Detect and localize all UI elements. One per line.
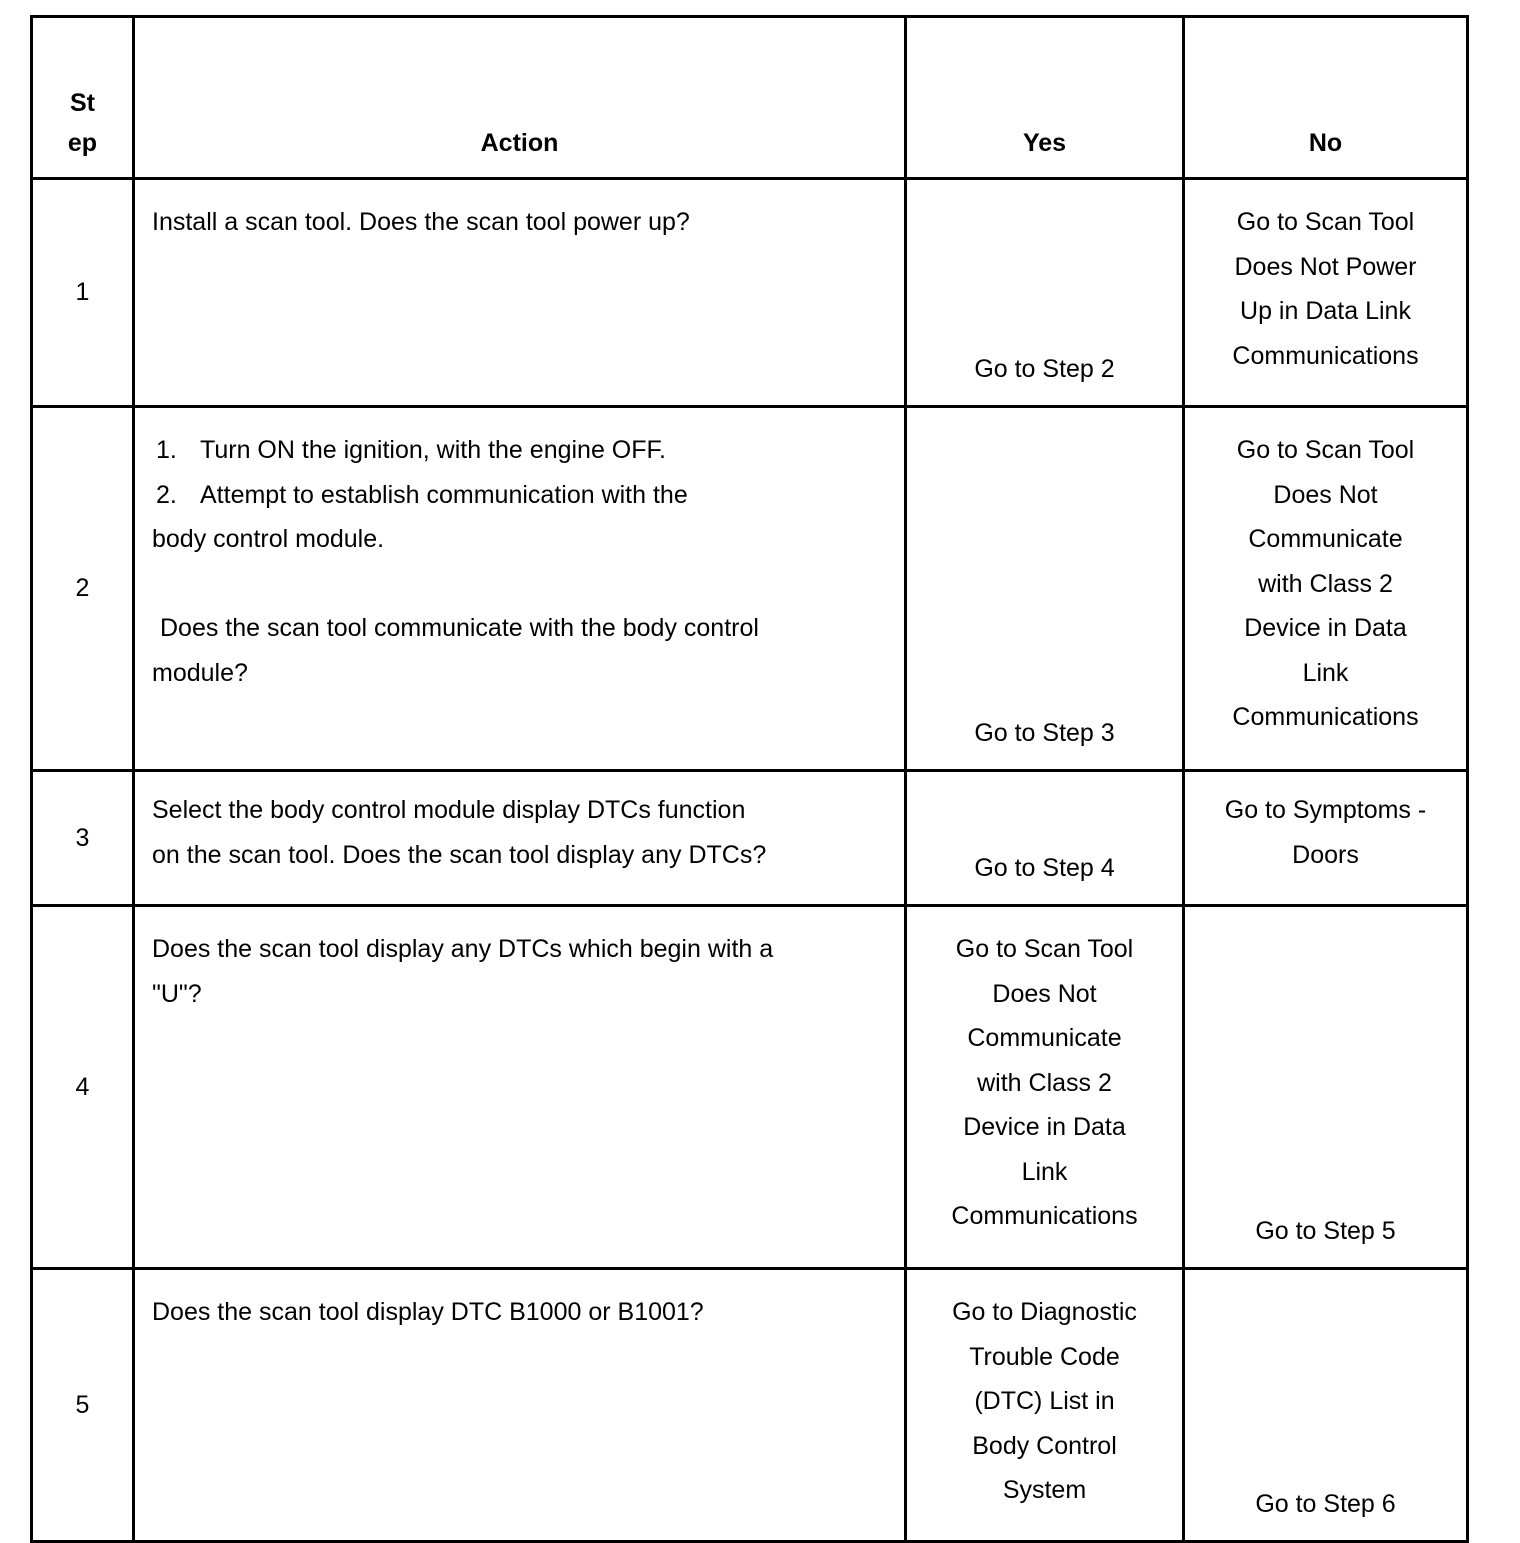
table-row (32, 407, 1468, 771)
header-step: St ep (32, 17, 134, 179)
step-number: 5 (32, 1269, 134, 1542)
yes-cell: Go to Step 2 (906, 179, 1184, 407)
table-row (32, 1269, 1468, 1542)
header-action: Action (134, 17, 906, 179)
step-number: 3 (32, 771, 134, 906)
no-cell: Go to Step 6 (1184, 1269, 1468, 1542)
header-yes: Yes (906, 17, 1184, 179)
yes-cell: Go to Diagnostic Trouble Code (DTC) List in Body Control System (906, 1269, 1184, 1542)
no-cell: Go to Scan Tool Does Not Power Up in Data Link Communications (1184, 179, 1468, 407)
list-item: 2. Attempt to establish communication with the (156, 480, 688, 509)
step-number: 4 (32, 906, 134, 1269)
no-cell: Go to Scan Tool Does Not Communicate with Class 2 Device in Data Link Communications (1184, 407, 1468, 771)
yes-cell: Go to Step 3 (906, 407, 1184, 771)
action-cell: Install a scan tool. Does the scan tool power up? (134, 179, 906, 407)
diagnostic-table (30, 15, 1469, 1543)
table-row (32, 179, 1468, 407)
step-number: 2 (32, 407, 134, 771)
no-cell: Go to Symptoms - Doors (1184, 771, 1468, 906)
header-no: No (1184, 17, 1468, 179)
table-row (32, 771, 1468, 906)
action-cell: Does the scan tool display any DTCs which begin with a "U"? (134, 906, 906, 1269)
table-row (32, 906, 1468, 1269)
action-cell: 1. Turn ON the ignition, with the engine OFF. 2. Attempt to establish communication with the body control module. Does the scan tool communicate with the body control module? (134, 407, 906, 771)
yes-cell: Go to Step 4 (906, 771, 1184, 906)
action-cell: Select the body control module display DTCs function on the scan tool. Does the scan tool display any DTCs? (134, 771, 906, 906)
step-number: 1 (32, 179, 134, 407)
no-cell: Go to Step 5 (1184, 906, 1468, 1269)
action-cell: Does the scan tool display DTC B1000 or B1001? (134, 1269, 906, 1542)
list-item: 1. Turn ON the ignition, with the engine OFF. (156, 436, 666, 464)
header-row (32, 17, 1468, 179)
yes-cell: Go to Scan Tool Does Not Communicate with Class 2 Device in Data Link Communications (906, 906, 1184, 1269)
